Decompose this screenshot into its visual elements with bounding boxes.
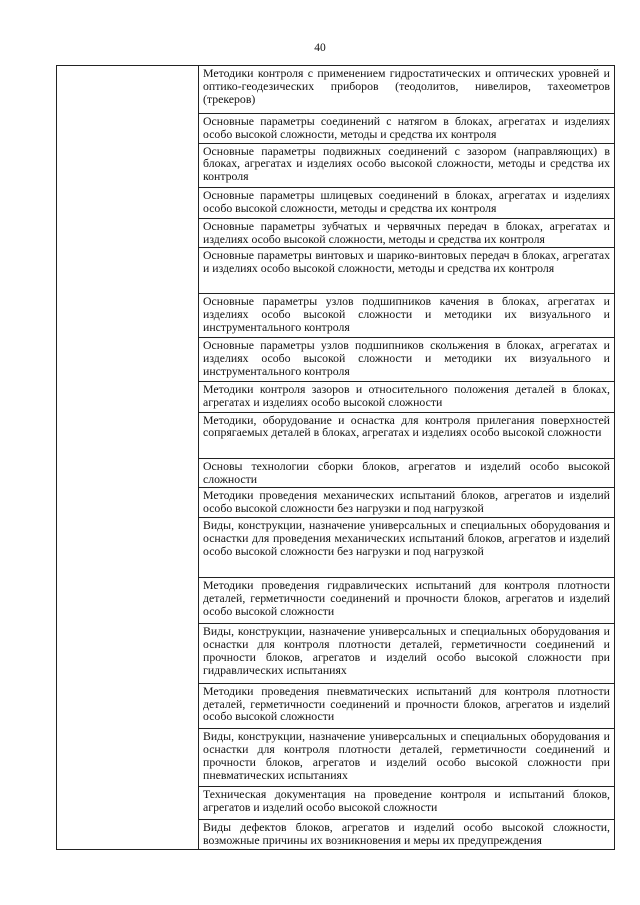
table-cell-text: Виды, конструкции, назначение универсальных и специальных оборудования и оснастки для проведения механических испытаний блоков, агрегатов и изделий особо высокой сложности без нагрузки и под нагрузкой	[199, 518, 615, 577]
table-cell-text: Основные параметры зубчатых и червячных передач в блоках, агрегатах и изделиях особо высокой сложности, методы и средства их контроля	[199, 219, 615, 248]
table-cell-text: Методики контроля с применением гидростатических и оптических уровней и оптико-геодезических приборов (теодолитов, нивелиров, тахеометров (трекеров)	[199, 66, 615, 114]
table-cell-text: Основные параметры шлицевых соединений в блоках, агрегатах и изделиях особо высокой сложности, методы и средства их контроля	[199, 187, 615, 218]
table-row	[57, 66, 615, 114]
table-left-merged-cell	[57, 66, 199, 850]
table-cell-text: Методики, оборудование и оснастка для контроля прилегания поверхностей сопрягаемых деталей в блоках, агрегатах и изделиях особо высокой сложности	[199, 412, 615, 458]
table-cell-text: Методики проведения гидравлических испытаний для контроля плотности деталей, герметичности соединений и прочности блоков, агрегатов и изделий особо высокой сложности	[199, 577, 615, 623]
table-cell-text: Основные параметры узлов подшипников качения в блоках, агрегатах и изделиях особо высокой сложности и методики их визуального и инструментального контроля	[199, 293, 615, 337]
table-cell-text: Основные параметры подвижных соединений с зазором (направляющих) в блоках, агрегатах и изделиях особо высокой сложности, методы и средства их контроля	[199, 143, 615, 187]
table-cell-text: Основы технологии сборки блоков, агрегатов и изделий особо высокой сложности	[199, 458, 615, 487]
table-cell-text: Виды, конструкции, назначение универсальных и специальных оборудования и оснастки для контроля плотности деталей, герметичности соединений и прочности блоков, агрегатов и изделий особо высокой сложности при пневматических испытаниях	[199, 728, 615, 786]
table-cell-text: Методики контроля зазоров и относительного положения деталей в блоках, агрегатах и изделиях особо высокой сложности	[199, 382, 615, 412]
table-cell-text: Методики проведения механических испытаний блоков, агрегатов и изделий особо высокой сложности без нагрузки и под нагрузкой	[199, 488, 615, 518]
table-cell-text: Виды, конструкции, назначение универсальных и специальных оборудования и оснастки для контроля плотности деталей, герметичности соединений и прочности блоков, агрегатов и изделий особо высокой сложности при гидравлических испытаниях	[199, 624, 615, 683]
knowledge-table	[56, 65, 615, 850]
page-number: 40	[314, 42, 326, 54]
table-cell-text: Виды дефектов блоков, агрегатов и изделий особо высокой сложности, возможные причины их возникновения и меры их предупреждения	[199, 819, 615, 849]
table-cell-text: Основные параметры винтовых и шарико-винтовых передач в блоках, агрегатах и изделиях особо высокой сложности, методы и средства их контроля	[199, 248, 615, 293]
table-cell-text: Основные параметры узлов подшипников скольжения в блоках, агрегатах и изделиях особо высокой сложности и методики их визуального и инструментального контроля	[199, 338, 615, 382]
table-cell-text: Техническая документация на проведение контроля и испытаний блоков, агрегатов и изделий особо высокой сложности	[199, 787, 615, 819]
table-cell-text: Основные параметры соединений с натягом в блоках, агрегатах и изделиях особо высокой сложности, методы и средства их контроля	[199, 114, 615, 143]
table-cell-text: Методики проведения пневматических испытаний для контроля плотности деталей, герметичности соединений и прочности блоков, агрегатов и изделий особо высокой сложности	[199, 683, 615, 728]
